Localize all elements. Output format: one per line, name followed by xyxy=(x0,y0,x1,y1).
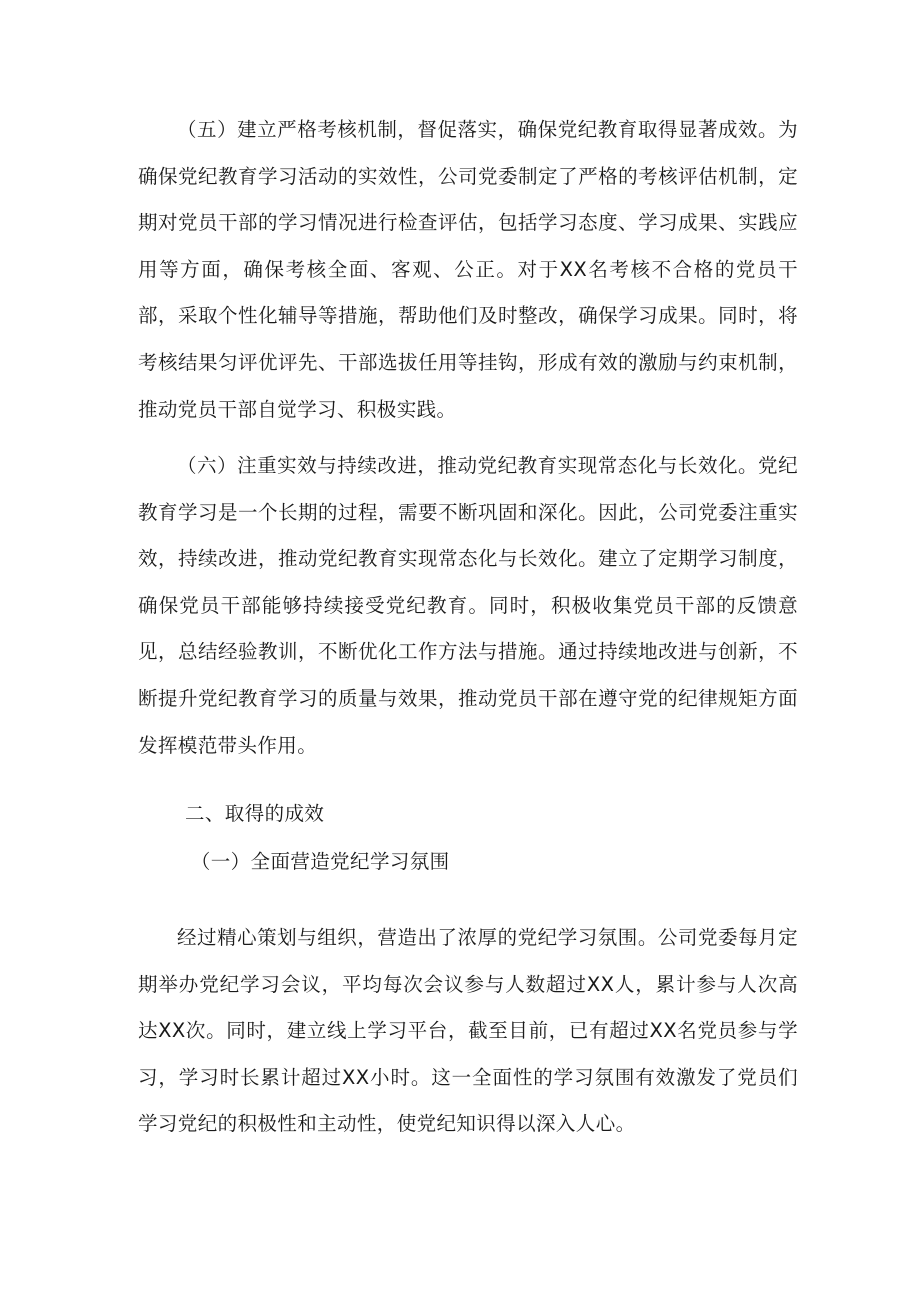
section-heading-achievements: 二、取得的成效 xyxy=(185,802,325,825)
paragraph-continuous-improvement: （六）注重实效与持续改进，推动党纪教育实现常态化与长效化。党纪教育学习是一个长期的过程，需要不断巩固和深化。因此，公司党委注重实效，持续改进，推动党纪教育实现常态化与长效化。建立了定期学习制度，确保党员干部能够持续接受党纪教育。同时，积极收集党员干部的反馈意见，总结经验教训，不断优化工作方法与措施。通过持续地改进与创新，不断提升党纪教育学习的质量与效果，推动党员干部在遵守党的纪律规矩方面发挥模范带头作用。 xyxy=(138,454,798,757)
subsection-heading-learning-atmosphere: （一）全面营造党纪学习氛围 xyxy=(190,850,450,873)
paragraph-learning-atmosphere: 经过精心策划与组织，营造出了浓厚的党纪学习氛围。公司党委每月定期举办党纪学习会议，平均每次会议参与人数超过XX人，累计参与人次高达XX次。同时，建立线上学习平台，截至目前，已有超过XX名党员参与学习，学习时长累计超过XX小时。这一全面性的学习氛围有效激发了党员们学习党纪的积极性和主动性，使党纪知识得以深入人心。 xyxy=(138,926,798,1136)
paragraph-assessment-mechanism: （五）建立严格考核机制，督促落实，确保党纪教育取得显著成效。为确保党纪教育学习活动的实效性，公司党委制定了严格的考核评估机制，定期对党员干部的学习情况进行检查评估，包括学习态度、学习成果、实践应用等方面，确保考核全面、客观、公正。对于XX名考核不合格的党员干部，采取个性化辅导等措施，帮助他们及时整改，确保学习成果。同时，将考核结果匀评优评先、干部选拔任用等挂钩，形成有效的激励与约束机制，推动党员干部自觉学习、积极实践。 xyxy=(138,118,798,421)
